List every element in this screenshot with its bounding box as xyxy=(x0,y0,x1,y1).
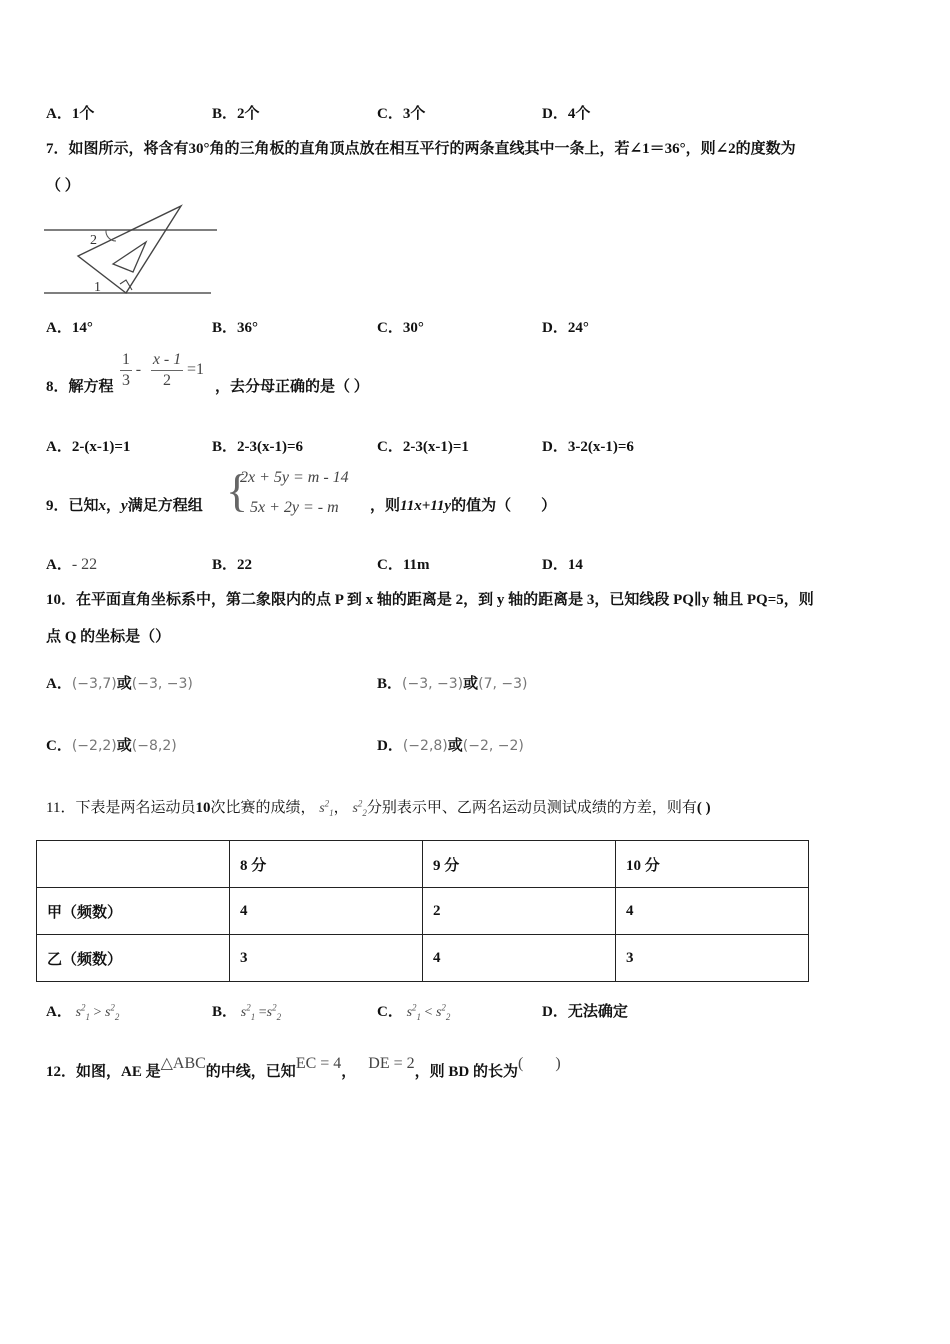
table-cell: 3 xyxy=(616,935,809,982)
q6-option-a: A．1个 xyxy=(46,106,95,122)
table-cell: 3 xyxy=(230,935,423,982)
q11-stem: 11．下表是两名运动员10次比赛的成绩， $s^2_1$， $s^2_2$分别表示甲、乙两名运动员测试成绩的方差，则有( ) xyxy=(46,798,711,818)
q9-equation-1: 2x + 5y = m - 14 xyxy=(240,469,349,486)
table-row xyxy=(37,935,809,982)
q9-option-b: B．22 xyxy=(212,557,253,573)
score-frequency-table xyxy=(36,840,809,982)
q7-option-d: D．24° xyxy=(542,320,589,336)
q8-stem-prefix: 8．解方程 xyxy=(46,379,114,395)
q9-stem-suffix: ，则11x+11y的值为（ ） xyxy=(370,498,557,514)
q11-option-c: C． $s^2_1 < s^2_2$ xyxy=(377,1002,451,1022)
table-cell: 乙（频数） xyxy=(37,935,230,982)
q10-option-a: A．(−3,7)或(−3, −3) xyxy=(46,676,193,692)
q9-option-d: D．14 xyxy=(542,557,583,573)
q8-option-a: A．2-(x-1)=1 xyxy=(46,439,131,455)
table-cell: 9 分 xyxy=(423,841,616,888)
table-cell: 4 xyxy=(616,888,809,935)
q9-equation-2: 5x + 2y = - m xyxy=(250,499,339,516)
table-cell: 8 分 xyxy=(230,841,423,888)
q7-option-b: B．36° xyxy=(212,320,259,336)
q7-stem: 7．如图所示，将含有30°角的三角板的直角顶点放在相互平行的两条直线其中一条上，若∠1＝36°，则∠2的度数为 xyxy=(46,141,796,157)
q8-option-b: B．2-3(x-1)=6 xyxy=(212,439,304,455)
table-cell: 2 xyxy=(423,888,616,935)
q7-stem-paren: （ ） xyxy=(46,178,80,194)
q7-triangle-figure xyxy=(44,204,220,300)
angle-2-arc xyxy=(106,230,116,241)
table-cell: 4 xyxy=(423,935,616,982)
q8-equation: $\frac{1}{3}$ - $\frac{x - 1}{2}$ =1 xyxy=(122,351,205,389)
q6-option-d: D．4个 xyxy=(542,106,591,122)
table-cell: 4 xyxy=(230,888,423,935)
q11-option-b: B． $s^2_1 =s^2_2$ xyxy=(212,1002,282,1022)
q9-option-a: A．- 22 xyxy=(46,556,98,573)
q9-option-c: C．11m xyxy=(377,557,430,573)
right-angle-mark xyxy=(120,280,132,290)
q10-option-b: B．(−3, −3)或(7, −3) xyxy=(377,676,528,692)
q6-option-c: C．3个 xyxy=(377,106,426,122)
q8-stem-suffix: ，去分母正确的是（ ） xyxy=(215,379,369,395)
q10-option-d: D．(−2,8)或(−2, −2) xyxy=(377,738,524,754)
q10-option-c: C．(−2,2)或(−8,2) xyxy=(46,738,177,754)
fraction-x-minus-1-over-2: $\frac{x - 1}{2}$ xyxy=(152,351,182,389)
angle-label-2: 2 xyxy=(90,233,97,248)
table-header-row xyxy=(37,841,809,888)
q7-option-a: A．14° xyxy=(46,320,93,336)
angle-label-1: 1 xyxy=(94,280,101,295)
q11-option-d: D．无法确定 xyxy=(542,1004,628,1020)
table-row xyxy=(37,888,809,935)
q9-stem-prefix: 9．已知x，y满足方程组 xyxy=(46,498,203,514)
q7-option-c: C．30° xyxy=(377,320,424,336)
q11-option-a: A． $s^2_1 > s^2_2$ xyxy=(46,1002,120,1022)
q10-stem: 10．在平面直角坐标系中，第二象限内的点 P 到 x 轴的距离是 2，到 y 轴的距离是 3，已知线段 PQ∥y 轴且 PQ=5，则 xyxy=(46,592,814,608)
table-cell xyxy=(37,841,230,888)
set-square-inner xyxy=(113,242,146,272)
q10-stem-line2: 点 Q 的坐标是（） xyxy=(46,629,171,645)
q8-option-c: C．2-3(x-1)=1 xyxy=(377,439,469,455)
q12-stem: 12．如图，AE 是△ABC的中线，已知EC = 4， DE = 2，则 BD 的长为( ) xyxy=(46,1055,561,1080)
q8-option-d: D．3-2(x-1)=6 xyxy=(542,439,634,455)
fraction-1-3: $\frac{1}{3}$ xyxy=(122,351,130,389)
q6-option-b: B．2个 xyxy=(212,106,260,122)
table-cell: 甲（频数） xyxy=(37,888,230,935)
table-cell: 10 分 xyxy=(616,841,809,888)
system-brace: { xyxy=(226,465,249,516)
